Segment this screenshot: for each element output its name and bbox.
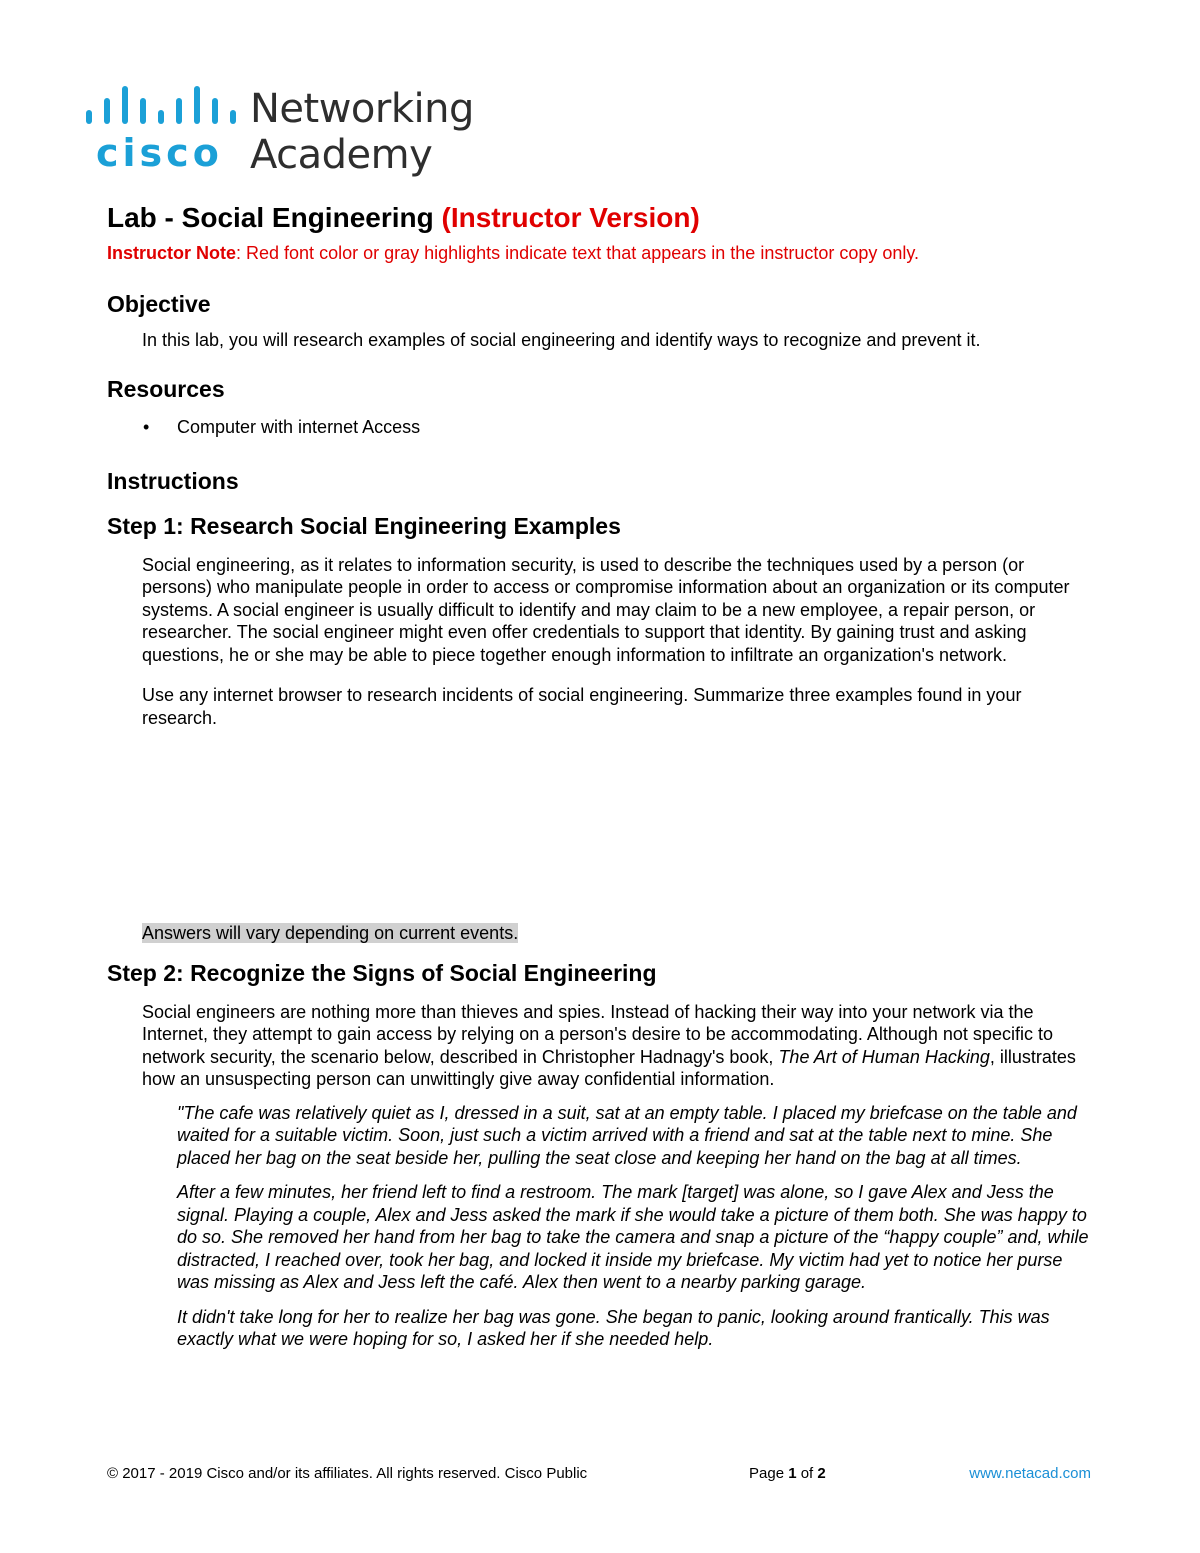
quote-paragraph-1: "The cafe was relatively quiet as I, dressed in a suit, sat at an empty table. I placed my briefcase on the table and waited for a suitable victim. Soon, just such a victim arrived with a friend and sat at the table next to mine. She placed her bag on the seat beside her, pulling the seat close and keeping her hand on the bag at all times.	[177, 1102, 1077, 1168]
page-total: 2	[817, 1465, 826, 1482]
step1-paragraph-2: Use any internet browser to research incidents of social engineering. Summarize three examples found in your research.	[142, 685, 1022, 728]
step1-answer	[142, 922, 1097, 945]
footer-link[interactable]: www.netacad.com	[969, 1465, 1091, 1482]
resources-heading: Resources	[107, 375, 225, 402]
page-current: 1	[788, 1465, 797, 1482]
document-body	[107, 198, 1097, 1351]
instructor-note-text: : Red font color or gray highlights indicate text that appears in the instructor copy only.	[236, 243, 920, 263]
resources-list	[107, 416, 1097, 438]
step2-paragraph-1	[142, 1001, 1097, 1091]
footer-copyright: © 2017 - 2019 Cisco and/or its affiliates. All rights reserved. Cisco Public	[107, 1465, 588, 1482]
step1-paragraph-1: Social engineering, as it relates to information security, is used to describe the techniques used by a person (or persons) who manipulate people in order to access or compromise information about an organization or its computer systems. A social engineer is usually difficult to identify and may claim to be a new employee, a repair person, or researcher. The social engineer might even offer credentials to support that identity. By gaining trust and asking questions, he or she may be able to piece together enough information to infiltrate an organization's network.	[142, 554, 1070, 665]
step2-text-b: , illustrates how an unsuspecting person can unwittingly give away confidential information.	[142, 1046, 1076, 1089]
answer-highlight: Answers will vary depending on current events.	[142, 923, 519, 943]
logo-wordmark	[250, 86, 474, 178]
instructor-note-label: Instructor Note	[107, 243, 237, 263]
bullet-icon: •	[143, 416, 150, 437]
resource-item-label: Computer with internet Access	[177, 416, 421, 437]
footer-page-number	[749, 1464, 826, 1484]
logo-line-academy: Academy	[250, 132, 433, 178]
step2-heading: Step 2: Recognize the Signs of Social Engineering	[107, 959, 657, 986]
step2-text-a: Social engineers are nothing more than thieves and spies. Instead of hacking their way into your network via the Internet, they attempt to gain access by relying on a person's desire to be accommodating. Although not specific to network security, the scenario below, described in Christopher Hadnagy's book,	[142, 1001, 1053, 1067]
quote-paragraph-3: It didn't take long for her to realize her bag was gone. She began to panic, looking around frantically. This was exactly what we were hoping for so, I asked her if she needed help.	[177, 1306, 1050, 1349]
book-title: The Art of Human Hacking	[778, 1046, 990, 1067]
instructions-heading: Instructions	[107, 467, 239, 494]
instructor-note	[107, 242, 1097, 264]
objective-heading: Objective	[107, 291, 211, 317]
title-version: (Instructor Version)	[441, 202, 700, 233]
page-prefix: Page	[749, 1465, 789, 1482]
title-main: Lab - Social Engineering	[107, 202, 434, 233]
cisco-wordmark: cisco	[96, 131, 223, 175]
quote-paragraph-2: After a few minutes, her friend left to find a restroom. The mark [target] was alone, so I gave Alex and Jess the signal. Playing a couple, Alex and Jess asked the mark if she would take a picture of them both. She was happy to do so. She removed her hand from her bag to take the camera and snap a picture of the “happy couple” and, while distracted, I reached over, took her bag, and locked it inside my briefcase. My victim had yet to notice her purse was missing as Alex and Jess left the café. Alex then went to a nearby parking garage.	[177, 1182, 1089, 1292]
objective-text: In this lab, you will research examples of social engineering and identify ways to recognize and prevent it.	[142, 330, 981, 350]
page-of: of	[796, 1465, 818, 1482]
page-title	[107, 198, 1097, 238]
cisco-logo-icon	[84, 84, 244, 184]
networking-academy-logo	[84, 84, 484, 184]
step1-heading: Step 1: Research Social Engineering Examples	[107, 512, 621, 539]
list-item	[107, 416, 1097, 438]
logo-line-networking: Networking	[250, 86, 474, 132]
